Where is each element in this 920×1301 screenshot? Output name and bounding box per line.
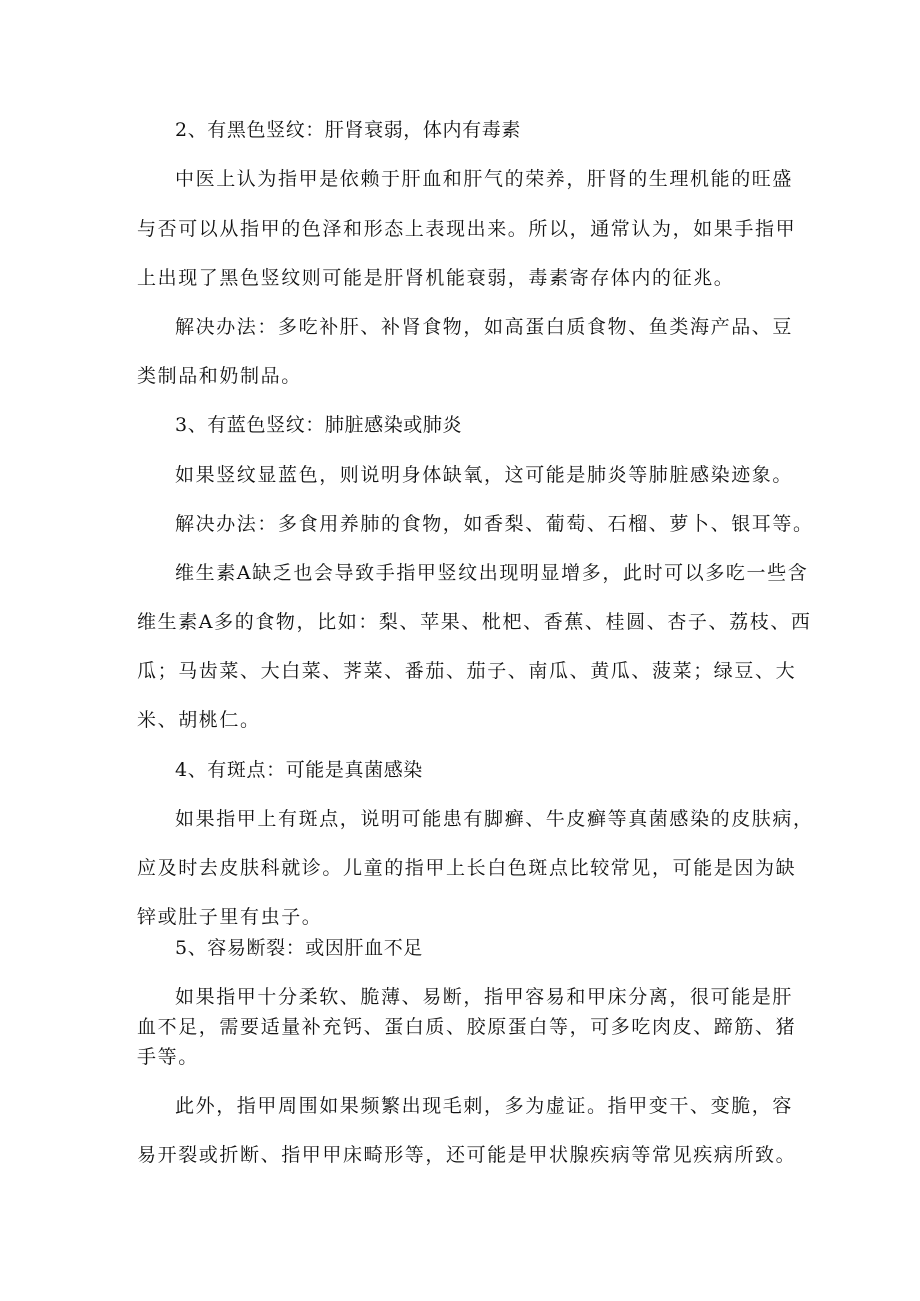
section-4-paragraph-line-1: 如果指甲上有斑点，说明可能患有脚癣、牛皮癣等真菌感染的皮肤病， [175, 808, 814, 830]
section-3-vitamin-line-3: 瓜；马齿菜、大白菜、荠菜、番茄、茄子、南瓜、黄瓜、菠菜；绿豆、大 [137, 660, 797, 682]
section-3-heading: 3、有蓝色竖纹：肺脏感染或肺炎 [175, 414, 463, 436]
section-3-vitamin-line-4: 米、胡桃仁。 [137, 709, 261, 731]
section-4-paragraph-line-2: 应及时去皮肤科就诊。儿童的指甲上长白色斑点比较常见，可能是因为缺 [137, 857, 797, 879]
section-2-paragraph-line-3: 上出现了黑色竖纹则可能是肝肾机能衰弱，毒素寄存体内的征兆。 [137, 267, 735, 289]
section-5-heading: 5、容易断裂：或因肝血不足 [175, 937, 423, 959]
section-2-solution-line-1: 解决办法：多吃补肝、补肾食物，如高蛋白质食物、鱼类海产品、豆 [175, 316, 794, 338]
section-5-extra-line-1: 此外，指甲周围如果频繁出现毛刺，多为虚证。指甲变干、变脆，容 [175, 1095, 794, 1117]
section-4-paragraph-line-3: 锌或肚子里有虫子。 [137, 906, 323, 928]
section-3-paragraph: 如果竖纹显蓝色，则说明身体缺氧，这可能是肺炎等肺脏感染迹象。 [175, 464, 794, 486]
section-2-solution-line-2: 类制品和奶制品。 [137, 365, 302, 387]
section-3-solution: 解决办法：多食用养肺的食物，如香梨、葡萄、石榴、萝卜、银耳等。 [175, 513, 814, 535]
section-5-paragraph-line-1: 如果指甲十分柔软、脆薄、易断，指甲容易和甲床分离，很可能是肝 [175, 986, 794, 1008]
section-2-paragraph-line-2: 与否可以从指甲的色泽和形态上表现出来。所以，通常认为，如果手指甲 [137, 218, 797, 240]
section-5-extra-line-2: 易开裂或折断、指甲甲床畸形等，还可能是甲状腺疾病等常见疾病所致。 [137, 1144, 797, 1166]
section-2-heading: 2、有黑色竖纹：肝肾衰弱，体内有毒素 [175, 119, 521, 141]
section-5-paragraph-line-3: 手等。 [137, 1046, 199, 1068]
section-5-paragraph-line-2: 血不足，需要适量补充钙、蛋白质、胶原蛋白等，可多吃肉皮、蹄筋、猪 [137, 1016, 797, 1038]
section-4-heading: 4、有斑点：可能是真菌感染 [175, 759, 423, 781]
section-2-paragraph-line-1: 中医上认为指甲是依赖于肝血和肝气的荣养，肝肾的生理机能的旺盛 [175, 168, 794, 190]
section-3-vitamin-line-2: 维生素A多的食物，比如：梨、苹果、枇杷、香蕉、桂圆、杏子、荔枝、西 [137, 611, 812, 633]
section-3-vitamin-line-1: 维生素A缺乏也会导致手指甲竖纹出现明显增多，此时可以多吃一些含 [175, 562, 809, 584]
